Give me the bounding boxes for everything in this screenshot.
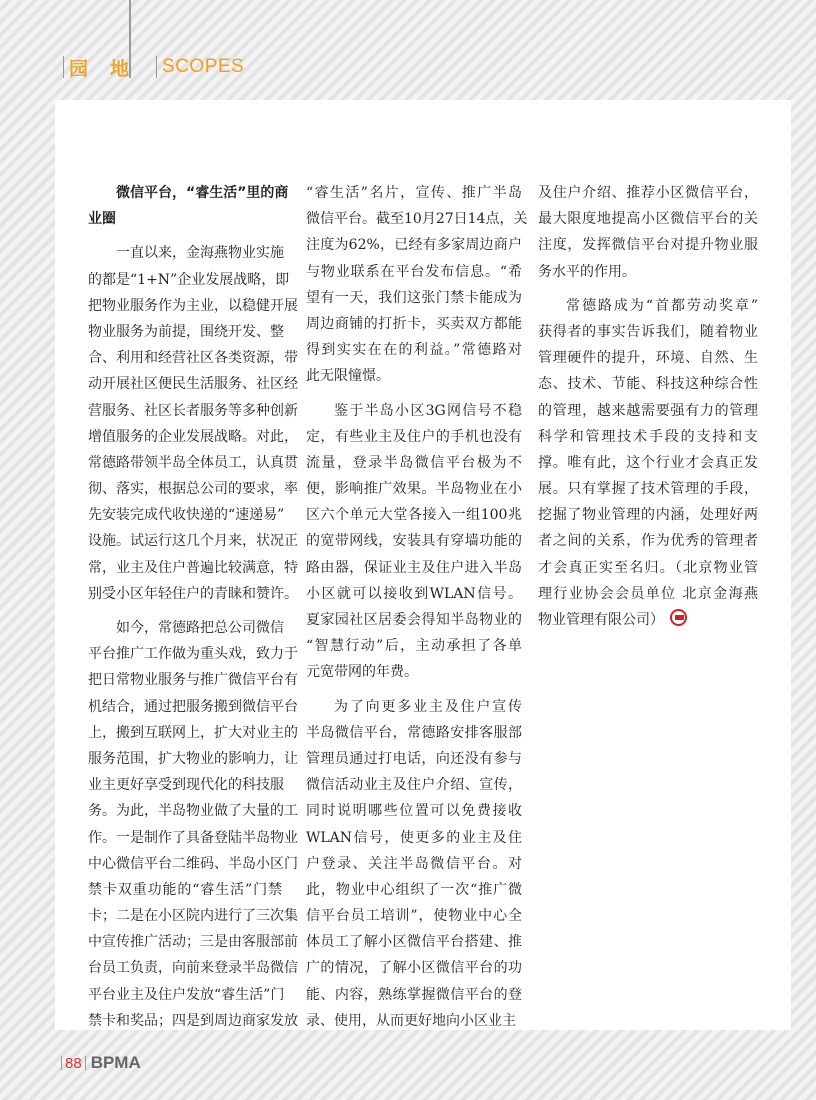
text-line: 务。为此，半岛物业做了大量的工 xyxy=(88,803,298,820)
text-line: 作。一是制作了具备登陆半岛物业 xyxy=(88,829,298,846)
text-line: 物业服务为前提，围绕开发、整 xyxy=(88,323,284,340)
text-line: 夏家园社区居委会得知半岛物业的 xyxy=(306,612,522,628)
text-line: 信平台员工培训”，使物业中心全 xyxy=(306,908,522,925)
text-line: 业圈 xyxy=(88,211,116,228)
text-line: 常德路成为“首都劳动奖章” xyxy=(566,297,758,314)
section-header xyxy=(58,55,244,79)
text-line: 业主更好享受到现代化的科技服 xyxy=(88,777,284,794)
section-title-en: SCOPES xyxy=(162,56,245,77)
text-line: 获得者的事实告诉我们，随着物业 xyxy=(538,323,758,340)
text-line: 撑。唯有此，这个行业才会真正发 xyxy=(538,454,758,471)
text-line: 此无限憧憬。 xyxy=(306,368,390,385)
text-line: 别受小区年轻住户的青睐和赞许。 xyxy=(88,585,298,602)
text-line: 半岛微信平台，常德路安排客服部 xyxy=(306,724,522,741)
article-column-1 xyxy=(88,180,298,1042)
article-subheading xyxy=(88,180,289,232)
text-line: 务水平的作用。 xyxy=(538,263,636,280)
text-line: 平台业主及住户发放“睿生活”门 xyxy=(88,986,285,1003)
paragraph xyxy=(538,293,758,633)
text-line: 为了向更多业主及住户宣传 xyxy=(334,698,522,715)
text-line: 把日常物业服务与推广微信平台有 xyxy=(88,672,298,689)
text-line: 广的情况，了解小区微信平台的功 xyxy=(306,960,522,977)
article-column-3 xyxy=(538,180,758,641)
text-line: 管理硬件的提升，环境、自然、生 xyxy=(538,350,758,367)
text-line: 最大限度地提高小区微信平台的关 xyxy=(538,211,758,228)
text-line: WLAN信号，使更多的业主及住 xyxy=(306,829,522,846)
divider xyxy=(156,56,157,78)
text-line: 禁卡和奖品；四是到周边商家发放 xyxy=(88,1012,298,1029)
divider xyxy=(61,1056,62,1070)
text-line: 禁卡双重功能的“睿生活”门禁 xyxy=(88,881,282,898)
text-line: 挖掘了物业管理的内涵，处理好两 xyxy=(538,507,758,524)
text-line: 合、利用和经营社区各类资源，带 xyxy=(88,350,298,367)
text-line: 先安装完成代收快递的“速递易” xyxy=(88,507,285,524)
text-line: 一直以来，金海燕物业实施 xyxy=(116,245,284,262)
text-line: 的管理，越来越需要强有力的管理 xyxy=(538,402,758,419)
text-line: 注度，发挥微信平台对提升物业服 xyxy=(538,237,758,254)
text-line: 展。只有掌握了技术管理的手段， xyxy=(538,481,758,498)
text-line: 路由器，保证业主及住户进入半岛 xyxy=(306,559,522,576)
text-line: 流量，登录半岛微信平台极为不 xyxy=(306,454,522,471)
article-column-2 xyxy=(306,180,528,1042)
text-line: 微信平台。截至10月27日14点，关 xyxy=(306,211,528,228)
text-line: 平台推广工作做为重头戏，致力于 xyxy=(88,646,298,663)
text-line: 物业管理有限公司） xyxy=(538,607,758,633)
text-line: 中宣传推广活动；三是由客服部前 xyxy=(88,934,298,951)
text-line: 者之间的关系，作为优秀的管理者 xyxy=(538,533,758,550)
text-line: 才会真正实至名归。（北京物业管 xyxy=(538,559,758,576)
paragraph xyxy=(88,615,298,1034)
text-line: 常，业主及住户普遍比较满意，特 xyxy=(88,559,298,576)
paragraph xyxy=(306,694,522,1034)
text-line: 定，有些业主及住户的手机也没有 xyxy=(306,428,522,445)
divider xyxy=(85,1056,86,1070)
text-line: 服务范围，扩大物业的影响力，让 xyxy=(88,750,298,767)
page-footer xyxy=(58,1053,141,1073)
section-title-cn: 园地 xyxy=(69,57,152,80)
end-of-article-logo-icon xyxy=(670,609,687,626)
text-line: 机结合，通过把服务搬到微信平台 xyxy=(88,698,298,715)
paragraph xyxy=(538,180,758,285)
text-line: “智慧行动”后，主动承担了各单 xyxy=(306,638,522,655)
text-line: 如今，常德路把总公司微信 xyxy=(116,620,284,636)
paragraph xyxy=(306,180,528,390)
page-number: 88 xyxy=(65,1054,82,1072)
text-line: 区六个单元大堂各接入一组100兆 xyxy=(306,507,522,524)
text-line: 常德路带领半岛全体员工，认真贯 xyxy=(88,454,298,471)
text-line: 微信平台，“睿生活”里的商 xyxy=(116,185,289,201)
text-line: 小区就可以接收到WLAN信号。 xyxy=(306,585,522,602)
text-line: 户登录、关注半岛微信平台。对 xyxy=(306,855,522,872)
text-line: “睿生活”名片，宣传、推广半岛 xyxy=(306,185,522,201)
text-line: 中心微信平台二维码、半岛小区门 xyxy=(88,855,298,872)
text-line: 卡；二是在小区院内进行了三次集 xyxy=(88,908,298,925)
text-line: 及住户介绍、推荐小区微信平台， xyxy=(538,185,758,201)
text-line: 便，影响推广效果。半岛物业在小 xyxy=(306,481,522,498)
paragraph xyxy=(88,240,298,607)
text-line: 与物业联系在平台发布信息。“希 xyxy=(306,263,522,280)
text-line: 同时说明哪些位置可以免费接收 xyxy=(306,803,522,820)
text-line: 注度为62%，已经有多家周边商户 xyxy=(306,237,522,254)
text-line: 望有一天，我们这张门禁卡能成为 xyxy=(306,289,522,306)
text-line: 彻、落实，根据总公司的要求，率 xyxy=(88,481,298,498)
text-line: 周边商铺的打折卡，买卖双方都能 xyxy=(306,315,522,332)
text-line: 元宽带网的年费。 xyxy=(306,664,418,681)
text-line: 的都是“1+N”企业发展战略，即 xyxy=(88,271,290,288)
magazine-brand: BPMA xyxy=(90,1053,141,1072)
text-line: 科学和管理技术手段的支持和支 xyxy=(538,428,758,445)
text-line: 管理员通过打电话，向还没有参与 xyxy=(306,750,522,767)
text-line: 台员工负责，向前来登录半岛微信 xyxy=(88,960,298,977)
text-line: 鉴于半岛小区3G网信号不稳 xyxy=(334,402,522,419)
text-line: 营服务、社区长者服务等多种创新 xyxy=(88,402,298,419)
text-line: 把物业服务作为主业，以稳健开展 xyxy=(88,297,298,314)
text-line: 能、内容，熟练掌握微信平台的登 xyxy=(306,986,522,1003)
text-line: 得到实实在在的利益。”常德路对 xyxy=(306,342,522,359)
text-line: 理行业协会会员单位 北京金海燕 xyxy=(538,585,758,602)
text-line: 上，搬到互联网上，扩大对业主的 xyxy=(88,724,298,741)
text-line: 态、技术、节能、科技这种综合性 xyxy=(538,376,758,393)
text-line: 体员工了解小区微信平台搭建、推 xyxy=(306,934,522,951)
text-line: 的宽带网线，安装具有穿墙功能的 xyxy=(306,533,522,550)
text-line: 增值服务的企业发展战略。对此， xyxy=(88,428,298,445)
text-line: 微信活动业主及住户介绍、宣传， xyxy=(306,777,522,794)
text-line: 此，物业中心组织了一次“推广微 xyxy=(306,881,522,898)
text-line: 录、使用，从而更好地向小区业主 xyxy=(306,1012,516,1029)
text-line: 动开展社区便民生活服务、社区经 xyxy=(88,376,298,393)
text-line: 设施。试运行这几个月来，状况正 xyxy=(88,533,298,550)
paragraph xyxy=(306,398,522,686)
divider xyxy=(63,56,64,78)
